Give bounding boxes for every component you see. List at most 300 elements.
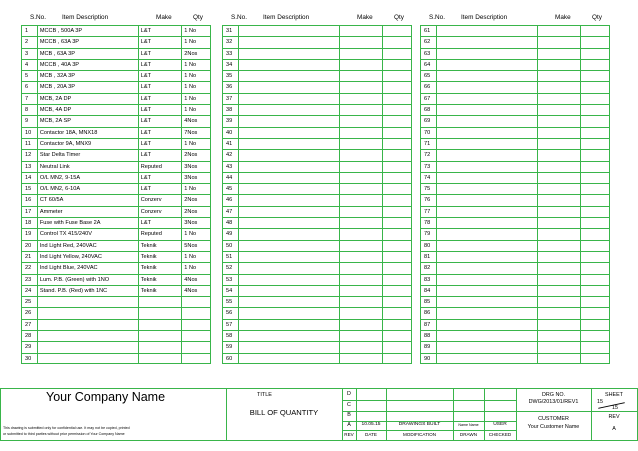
item-description [437,308,538,318]
item-description: MCCB , 40A 3P [38,60,139,70]
item-description [437,354,538,363]
header-qty-2: Qty [394,14,404,21]
item-qty [581,308,609,318]
table-row [420,59,610,70]
item-make [340,229,384,239]
table-row [222,81,412,92]
rev-a-modification: DRAWINGS BUILT [398,422,441,427]
item-qty [581,320,609,330]
sheet-number: 15 [597,399,603,405]
item-description [437,37,538,47]
item-qty [383,342,411,352]
item-description [437,128,538,138]
item-qty: 1 No [184,253,197,260]
item-qty [383,116,411,126]
table-row [420,149,610,160]
table-row [420,274,610,285]
item-make [340,275,384,285]
item-qty [383,241,411,251]
item-description [437,297,538,307]
item-qty: 1 No [184,95,197,102]
row-number: 87 [421,320,437,330]
item-make: L&T [139,71,183,81]
table-row [222,70,412,81]
row-number: 32 [223,37,239,47]
item-qty [581,218,609,228]
item-make: L&T [139,82,183,92]
item-qty [581,263,609,273]
item-qty [383,297,411,307]
table-row [21,330,211,341]
rev-letter-a: A [347,422,351,428]
item-make: L&T [139,150,183,160]
table-row [420,330,610,341]
item-make [139,320,183,330]
item-qty [581,195,609,205]
item-make: L&T [139,60,183,70]
item-description [239,207,340,217]
item-make [538,82,582,92]
table-row [222,25,412,36]
table-row [21,70,211,81]
row-number: 21 [22,252,38,262]
item-make [340,116,384,126]
item-description: MCCB , 63A 3P [38,37,139,47]
table-row [222,285,412,296]
item-qty [581,275,609,285]
item-make: L&T [139,139,183,149]
header-desc-2: Item Description [263,14,310,21]
item-qty [581,128,609,138]
table-row [21,48,211,59]
item-qty [383,150,411,160]
item-qty [383,71,411,81]
item-description [239,184,340,194]
item-qty: 1 No [184,140,197,147]
row-number: 39 [223,116,239,126]
customer-label: CUSTOMER [538,416,569,422]
item-make [538,241,582,251]
row-number: 55 [223,297,239,307]
item-make [340,105,384,115]
item-make [538,128,582,138]
item-description: MCB , 32A 3P [38,71,139,81]
row-number: 62 [421,37,437,47]
row-number: 2 [22,37,38,47]
item-qty [581,252,609,262]
item-description [239,195,340,205]
rev-letter-d: D [347,391,351,397]
header-qty-3: Qty [592,14,602,21]
table-row [21,240,211,251]
row-number: 17 [22,207,38,217]
row-number: 51 [223,252,239,262]
table-row [21,319,211,330]
row-number: 66 [421,82,437,92]
item-make [538,173,582,183]
company-name: Your Company Name [46,390,166,404]
item-qty [581,173,609,183]
item-make [340,82,384,92]
row-number: 11 [22,139,38,149]
item-description [239,320,340,330]
item-qty [383,195,411,205]
item-description: Contactor 18A, MNX18 [38,128,139,138]
item-description [437,139,538,149]
item-make [340,162,384,172]
item-qty [383,173,411,183]
item-description: O/L MN2, 9-15A [38,173,139,183]
item-make [340,308,384,318]
item-make [538,26,582,36]
item-qty [383,286,411,296]
table-row [222,217,412,228]
item-description [437,71,538,81]
item-qty: 2Nos [184,197,198,204]
row-number: 73 [421,162,437,172]
item-description [239,150,340,160]
item-make [340,173,384,183]
table-row [222,206,412,217]
item-qty [581,342,609,352]
item-make [340,218,384,228]
item-qty [383,37,411,47]
item-make [340,37,384,47]
row-number: 83 [421,275,437,285]
table-row [222,138,412,149]
item-description [437,342,538,352]
table-row [222,251,412,262]
row-number: 47 [223,207,239,217]
item-description [437,241,538,251]
item-description [437,49,538,59]
item-description [437,105,538,115]
item-make [340,184,384,194]
row-number: 48 [223,218,239,228]
item-description [437,82,538,92]
item-make [538,60,582,70]
item-make [538,105,582,115]
item-make [340,128,384,138]
item-make: L&T [139,105,183,115]
item-description: Ind Light Blue, 240VAC [38,263,139,273]
row-number: 34 [223,60,239,70]
item-qty: 1 No [184,39,197,46]
item-qty: 4Nos [184,287,198,294]
row-number: 18 [22,218,38,228]
row-number: 88 [421,331,437,341]
table-row [420,285,610,296]
item-qty [383,207,411,217]
table-row [21,262,211,273]
item-description: Ind Light Yellow, 240VAC [38,252,139,262]
row-number: 26 [22,308,38,318]
col-modification: MODIFICATION [402,432,437,437]
item-description [239,342,340,352]
table-row [420,172,610,183]
table-row [222,172,412,183]
row-number: 74 [421,173,437,183]
item-make: Teknik [139,275,183,285]
item-qty [581,105,609,115]
item-description [437,320,538,330]
item-make [340,207,384,217]
item-description [38,342,139,352]
table-row [420,240,610,251]
item-qty: 2Nos [184,152,198,159]
header-qty-1: Qty [193,14,203,21]
table-row [222,149,412,160]
row-number: 14 [22,173,38,183]
table-row [21,274,211,285]
row-number: 65 [421,71,437,81]
row-number: 56 [223,308,239,318]
table-row [222,183,412,194]
row-number: 50 [223,241,239,251]
item-description [239,49,340,59]
item-qty [182,354,210,363]
table-row [21,296,211,307]
item-make [139,331,183,341]
table-row [21,206,211,217]
drg-no-value: DWG/2013/01/REV1 [528,399,579,405]
item-qty: 5Nos [184,242,198,249]
table-row [21,172,211,183]
item-qty [581,162,609,172]
item-qty [383,331,411,341]
row-number: 37 [223,94,239,104]
table-row [420,138,610,149]
row-number: 5 [22,71,38,81]
title-label: TITLE [257,392,272,398]
row-number: 59 [223,342,239,352]
table-row [21,341,211,352]
item-description [239,139,340,149]
item-description [437,286,538,296]
item-make [538,320,582,330]
item-make [538,297,582,307]
drg-no-label: DRG NO. [541,392,566,398]
item-description [239,297,340,307]
table-row [21,228,211,239]
header-make-3: Make [555,14,571,21]
row-number: 85 [421,297,437,307]
table-row [21,353,211,364]
item-qty [581,26,609,36]
item-description [239,162,340,172]
item-description [239,173,340,183]
item-description: Ind Light Red, 240VAC [38,241,139,251]
row-number: 12 [22,150,38,160]
item-description [437,94,538,104]
item-make: Conzerv [139,195,183,205]
item-description [437,60,538,70]
item-description [239,94,340,104]
item-qty [581,49,609,59]
header-sno-3: S.No. [429,14,445,21]
table-row [420,183,610,194]
item-make: L&T [139,26,183,36]
item-make [538,71,582,81]
table-row [420,36,610,47]
item-make [340,342,384,352]
item-make [139,342,183,352]
table-row [21,161,211,172]
row-number: 19 [22,229,38,239]
table-row [222,330,412,341]
item-description [437,116,538,126]
item-qty [581,60,609,70]
item-qty [182,331,210,341]
table-row [222,341,412,352]
row-number: 8 [22,105,38,115]
item-make: Teknik [139,241,183,251]
row-number: 40 [223,128,239,138]
title-block [0,388,638,441]
item-description [437,218,538,228]
item-description [239,128,340,138]
item-qty [182,297,210,307]
item-qty [383,105,411,115]
item-make: L&T [139,49,183,59]
item-qty: 1 No [184,61,197,68]
item-make [340,320,384,330]
item-description: MCB, 2A DP [38,94,139,104]
row-number: 70 [421,128,437,138]
row-number: 36 [223,82,239,92]
item-make: L&T [139,116,183,126]
item-description: MCB , 20A 3P [38,82,139,92]
item-qty: 2Nos [184,208,198,215]
row-number: 1 [22,26,38,36]
row-number: 33 [223,49,239,59]
item-description [38,297,139,307]
table-row [222,353,412,364]
table-row [420,48,610,59]
item-description [239,218,340,228]
item-make [538,116,582,126]
sheet-total: 15 [612,405,618,411]
table-row [420,217,610,228]
item-description [437,150,538,160]
item-description [239,286,340,296]
table-row [420,262,610,273]
item-description: CT 60/5A [38,195,139,205]
item-qty: 3Nos [184,220,198,227]
item-qty [581,94,609,104]
row-number: 22 [22,263,38,273]
item-qty: 1 No [184,186,197,193]
table-row [420,319,610,330]
item-description: Control TX 415/240V [38,229,139,239]
item-description [239,116,340,126]
table-row [21,59,211,70]
item-make [538,184,582,194]
item-qty [383,94,411,104]
item-qty [383,229,411,239]
item-description: Fuse with Fuse Base 2A [38,218,139,228]
row-number: 84 [421,286,437,296]
item-make [340,26,384,36]
row-number: 76 [421,195,437,205]
item-qty [581,82,609,92]
table-row [21,194,211,205]
row-number: 82 [421,263,437,273]
table-row [420,228,610,239]
item-description [437,184,538,194]
item-make [538,139,582,149]
table-row [222,93,412,104]
item-make [538,218,582,228]
item-qty [383,49,411,59]
col-date: DATE [365,432,377,437]
table-row [420,296,610,307]
row-number: 52 [223,263,239,273]
table-row [21,81,211,92]
item-qty [581,286,609,296]
header-make-1: Make [156,14,172,21]
item-make [538,162,582,172]
item-description [239,26,340,36]
item-description [437,26,538,36]
item-description [437,263,538,273]
item-make: L&T [139,173,183,183]
header-make-2: Make [357,14,373,21]
item-description: O/L MN2, 6-10A [38,184,139,194]
disclaimer-line-2: or submitted to third parties without prior permission of Your Company Name [3,432,125,436]
item-qty [581,241,609,251]
rev-a-date: 10.05.15 [361,422,381,427]
table-row [21,36,211,47]
item-description [437,331,538,341]
item-qty: 1 No [184,231,197,238]
rev-a-drawn: Name Name [458,423,479,427]
row-number: 25 [22,297,38,307]
table-row [21,251,211,262]
item-qty [383,263,411,273]
table-row [222,48,412,59]
table-row [420,251,610,262]
bom-table-2 [222,25,412,364]
item-description [239,308,340,318]
row-number: 54 [223,286,239,296]
table-row [222,228,412,239]
table-row [420,353,610,364]
item-description [239,241,340,251]
table-row [420,93,610,104]
item-make: Teknik [139,263,183,273]
item-make [340,71,384,81]
row-number: 86 [421,308,437,318]
row-number: 68 [421,105,437,115]
item-make [139,354,183,363]
item-description [239,71,340,81]
item-qty [383,82,411,92]
header-sno-1: S.No. [30,14,46,21]
item-make [538,150,582,160]
item-description [239,37,340,47]
item-description: MCB, 4A DP [38,105,139,115]
item-qty [383,26,411,36]
item-description: MCB, 2A SP [38,116,139,126]
item-make [340,297,384,307]
table-row [222,59,412,70]
row-number: 6 [22,82,38,92]
row-number: 24 [22,286,38,296]
item-description [437,207,538,217]
item-qty [383,320,411,330]
table-row [21,127,211,138]
